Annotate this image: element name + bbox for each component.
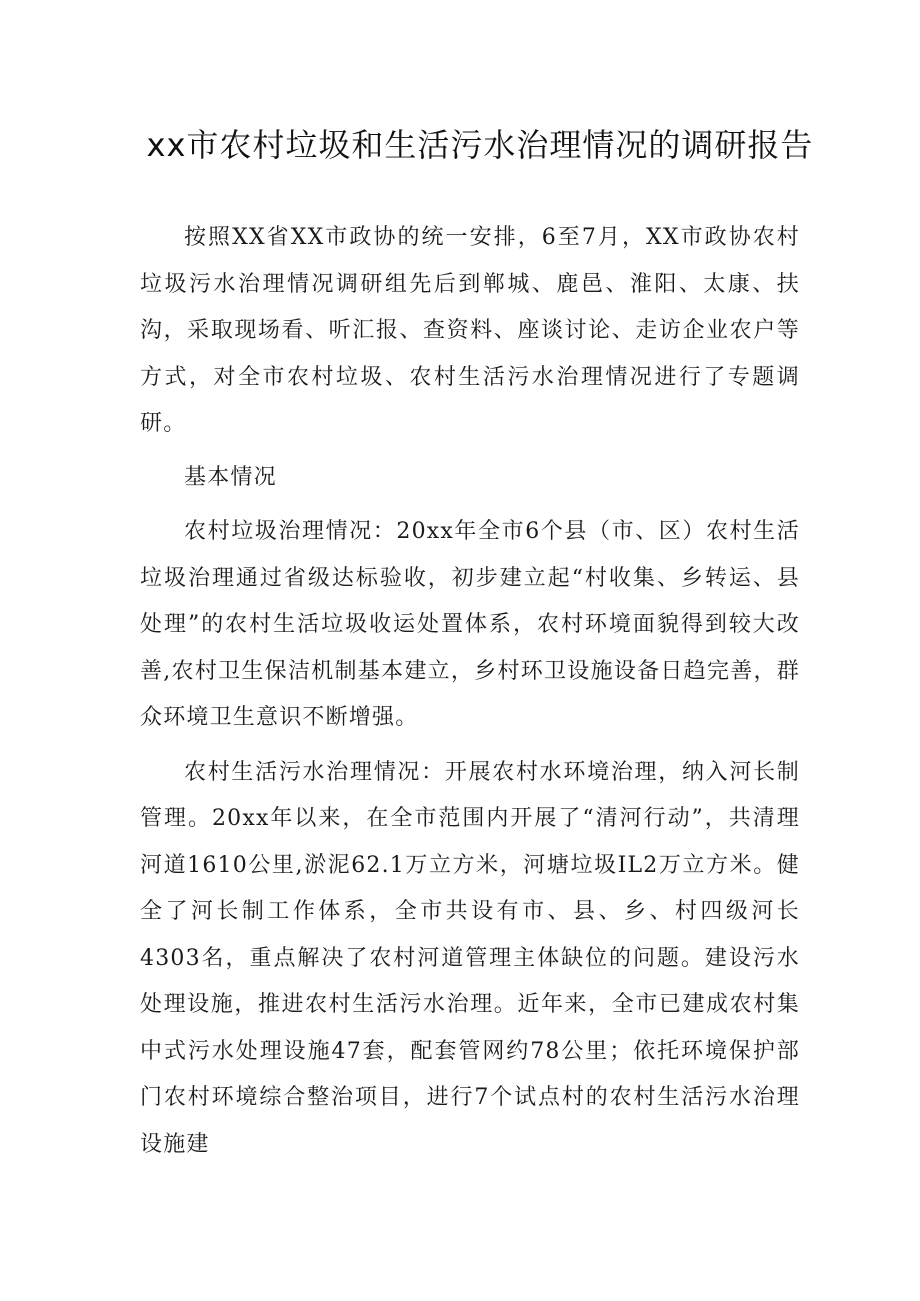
section-heading: 基本情况	[184, 464, 277, 490]
paragraph-gap	[140, 742, 800, 750]
intro-paragraph: 按照XX省XX市政协的统一安排，6至7月，XX市政协农村垃圾污水治理情况调研组先后到郸城、鹿邑、淮阳、太康、扶沟，采取现场看、听汇报、查资料、座谈讨论、走访企业农户等方式，对全市农村垃圾、农村生活污水治理情况进行了专题调研。	[140, 225, 800, 436]
document-title: xx市农村垃圾和生活污水治理情况的调研报告	[146, 126, 814, 164]
sewage-paragraph: 农村生活污水治理情况：开展农村水环境治理，纳入河长制管理。20xx年以来，在全市范围内开展了“清河行动”，共清理河道1610公里,淤泥62.1万立方米，河塘垃圾IL2万立方米。健全了河长制工作体系，全市共设有市、县、乡、村四级河长4303名，重点解决了农村河道管理主体缺位的问题。建设污水处理设施，推进农村生活污水治理。近年来，全市已建成农村集中式污水处理设施47套，配套管网约78公里；依托环境保护部门农村环境综合整治项目，进行7个试点村的农村生活污水治理设施建	[140, 759, 800, 1157]
garbage-paragraph: 农村垃圾治理情况：20xx年全市6个县（市、区）农村生活垃圾治理通过省级达标验收，初步建立起“村收集、乡转运、县处理”的农村生活垃圾收运处置体系，农村环境面貌得到较大改善,农村卫生保洁机制基本建立，乡村环卫设施设备日趋完善，群众环境卫生意识不断增强。	[140, 519, 800, 730]
document-body	[140, 215, 800, 1168]
